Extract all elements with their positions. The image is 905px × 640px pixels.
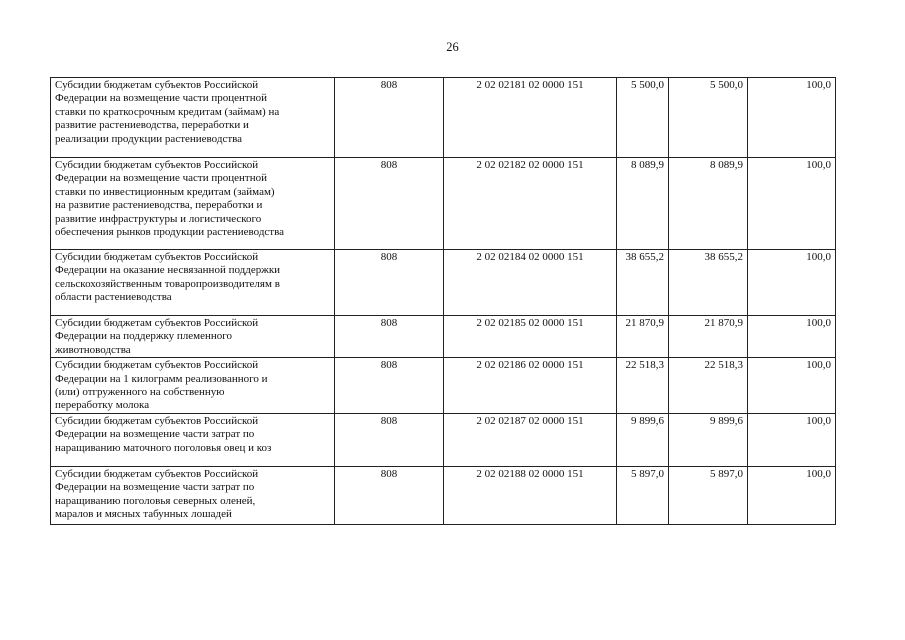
description-line: Субсидии бюджетам субъектов Российской: [55, 414, 259, 427]
description-line: маралов и мясных табунных лошадей: [55, 508, 232, 521]
row-percent: 100,0: [748, 358, 836, 414]
row-budget-code: 2 02 02185 02 0000 151: [444, 316, 617, 358]
row-admin-code: 808: [335, 358, 444, 414]
description-line: сельскохозяйственным товаропроизводителям в: [55, 277, 280, 290]
row-admin-code: 808: [335, 316, 444, 358]
row-planned-amount: 5 897,0: [617, 466, 669, 524]
description-line: Субсидии бюджетам субъектов Российской: [55, 317, 259, 329]
description-line: наращиванию поголовья северных оленей,: [55, 494, 256, 507]
table-row: [51, 316, 836, 358]
description-line: Федерации на возмещение части процентной: [55, 172, 267, 185]
row-admin-code: 808: [335, 78, 444, 158]
row-percent: 100,0: [748, 466, 836, 524]
row-planned-amount: 9 899,6: [617, 413, 669, 466]
row-description: [51, 250, 335, 316]
row-budget-code: 2 02 02186 02 0000 151: [444, 358, 617, 414]
table-row: [51, 413, 836, 466]
description-line: Федерации на оказание несвязанной поддержки: [55, 264, 281, 277]
row-executed-amount: 8 089,9: [669, 158, 748, 250]
row-planned-amount: 8 089,9: [617, 158, 669, 250]
description-line: наращиванию маточного поголовья овец и коз: [55, 441, 272, 454]
row-description: [51, 78, 335, 158]
description-line: ставки по инвестиционным кредитам (займам): [55, 185, 275, 198]
description-line: Субсидии бюджетам субъектов Российской: [55, 79, 259, 91]
row-admin-code: 808: [335, 158, 444, 250]
description-line: животноводства: [55, 343, 131, 356]
description-line: Субсидии бюджетам субъектов Российской: [55, 359, 259, 372]
row-executed-amount: 22 518,3: [669, 358, 748, 414]
row-planned-amount: 22 518,3: [617, 358, 669, 414]
description-line: Субсидии бюджетам субъектов Российской: [55, 467, 259, 480]
description-line: ставки по краткосрочным кредитам (займам) на: [55, 105, 280, 118]
row-admin-code: 808: [335, 250, 444, 316]
description-line: Федерации на поддержку племенного: [55, 330, 233, 343]
description-line: реализации продукции растениеводства: [55, 132, 243, 145]
description-line: развитие растениеводства, переработки и: [55, 119, 249, 132]
table-row: [51, 158, 836, 250]
row-percent: 100,0: [748, 316, 836, 358]
table-row: [51, 78, 836, 158]
description-line: Федерации на возмещение части процентной: [55, 92, 267, 105]
table-row: [51, 358, 836, 414]
row-description: [51, 316, 335, 358]
row-percent: 100,0: [748, 78, 836, 158]
budget-table: [50, 77, 836, 525]
table-row: [51, 250, 836, 316]
description-line: области растениеводства: [55, 291, 172, 304]
description-line: Федерации на 1 килограмм реализованного и: [55, 372, 268, 385]
description-line: (или) отгруженного на собственную: [55, 386, 225, 399]
description-line: Субсидии бюджетам субъектов Российской: [55, 251, 259, 263]
row-budget-code: 2 02 02181 02 0000 151: [444, 78, 617, 158]
row-percent: 100,0: [748, 250, 836, 316]
description-line: переработку молока: [55, 399, 150, 412]
row-percent: 100,0: [748, 158, 836, 250]
row-executed-amount: 38 655,2: [669, 250, 748, 316]
row-description: [51, 413, 335, 466]
page-number: 26: [446, 40, 459, 54]
row-budget-code: 2 02 02187 02 0000 151: [444, 413, 617, 466]
row-admin-code: 808: [335, 413, 444, 466]
description-line: на развитие растениеводства, переработки и: [55, 199, 263, 212]
row-percent: 100,0: [748, 413, 836, 466]
row-budget-code: 2 02 02182 02 0000 151: [444, 158, 617, 250]
table-row: [51, 466, 836, 524]
description-line: Федерации на возмещение части затрат по: [55, 481, 255, 494]
row-executed-amount: 5 897,0: [669, 466, 748, 524]
row-admin-code: 808: [335, 466, 444, 524]
description-line: обеспечения рынков продукции растениеводства: [55, 226, 285, 239]
budget-table-body: [51, 78, 836, 525]
row-executed-amount: 21 870,9: [669, 316, 748, 358]
row-budget-code: 2 02 02188 02 0000 151: [444, 466, 617, 524]
row-executed-amount: 5 500,0: [669, 78, 748, 158]
row-planned-amount: 21 870,9: [617, 316, 669, 358]
description-line: развитие инфраструктуры и логистического: [55, 212, 262, 225]
row-description: [51, 466, 335, 524]
row-description: [51, 158, 335, 250]
row-budget-code: 2 02 02184 02 0000 151: [444, 250, 617, 316]
row-description: [51, 358, 335, 414]
row-planned-amount: 5 500,0: [617, 78, 669, 158]
row-planned-amount: 38 655,2: [617, 250, 669, 316]
description-line: Субсидии бюджетам субъектов Российской: [55, 159, 259, 171]
row-executed-amount: 9 899,6: [669, 413, 748, 466]
description-line: Федерации на возмещение части затрат по: [55, 428, 255, 441]
